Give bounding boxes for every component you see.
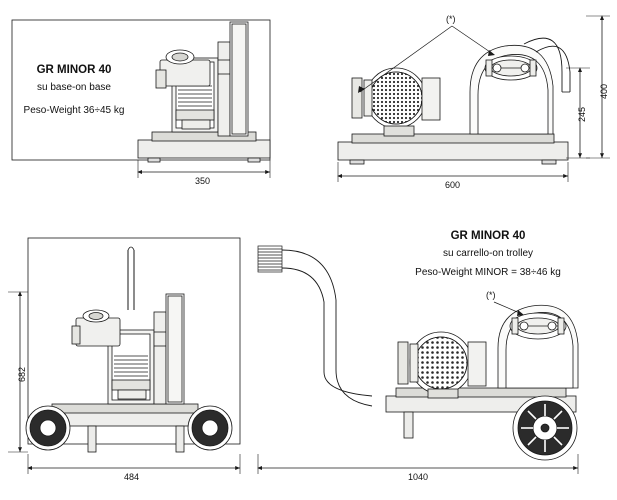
callout-asterisk-top: (*) <box>446 14 456 24</box>
callout-leader-bottom <box>494 302 524 316</box>
dim-label-245: 245 <box>577 106 587 122</box>
dim-label-400: 400 <box>599 83 609 99</box>
view-bottom-left-side <box>26 238 240 452</box>
dim-600 <box>338 162 568 182</box>
mounting-trolley: su carrello-on trolley <box>442 247 534 259</box>
dim-1040 <box>258 454 578 474</box>
dim-label-600: 600 <box>445 180 461 190</box>
dim-label-1040: 1040 <box>408 472 429 482</box>
label-base-version <box>18 62 130 119</box>
model-name-base: GR MINOR 40 <box>36 64 112 76</box>
view-top-right-front <box>338 38 570 164</box>
weight-base: Peso-Weight 36÷45 kg <box>23 105 125 117</box>
dim-label-350: 350 <box>195 176 211 186</box>
dim-label-484: 484 <box>124 472 140 482</box>
weight-trolley: Peso-Weight MINOR = 38÷46 kg <box>415 267 561 279</box>
model-name-trolley: GR MINOR 40 <box>450 230 526 242</box>
label-trolley-version <box>378 228 598 281</box>
callout-asterisk-bottom: (*) <box>486 290 496 300</box>
mounting-base: su base-on base <box>37 81 111 93</box>
dim-label-682: 682 <box>17 366 27 382</box>
dim-484 <box>28 454 240 474</box>
